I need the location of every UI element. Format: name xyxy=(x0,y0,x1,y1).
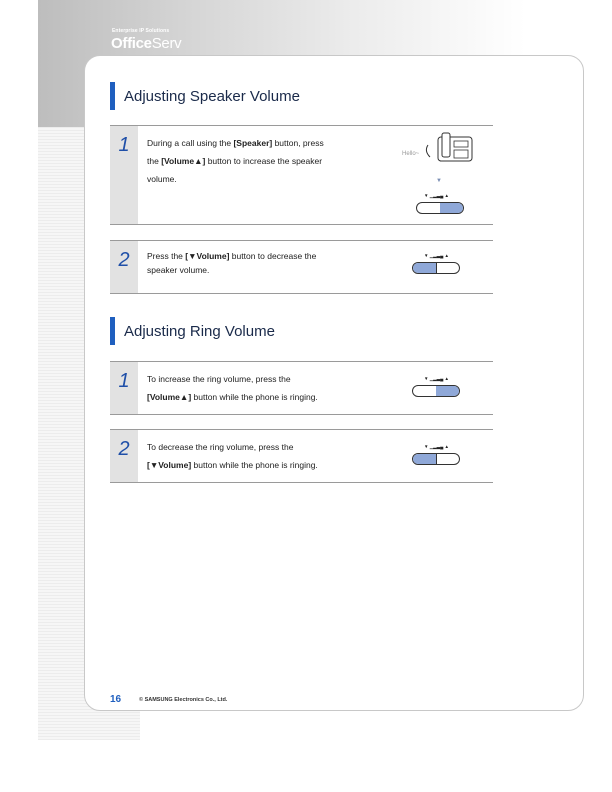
copyright: © SAMSUNG Electronics Co., Ltd. xyxy=(139,697,228,703)
volume-up-half xyxy=(436,454,459,464)
step-text: To increase the ring volume, press the [Volume▲] button while the phone is ringing. xyxy=(147,374,318,402)
step-number: 2 xyxy=(110,430,138,482)
volume-label: ▼ ▁▂▃▄ ▲ xyxy=(424,376,449,381)
phone-icon xyxy=(402,131,474,177)
page-number: 16 xyxy=(110,694,122,705)
step-number: 2 xyxy=(110,241,138,293)
volume-up-half xyxy=(436,386,459,396)
volume-button-down-pressed xyxy=(412,453,460,465)
brand-tagline: Enterprise IP Solutions xyxy=(112,28,170,34)
volume-label: ▼ ▁▂▃▄ ▲ xyxy=(424,193,449,198)
volume-up-half xyxy=(440,203,463,213)
section-heading: Adjusting Ring Volume xyxy=(124,322,275,340)
section-title-speaker-volume xyxy=(110,82,300,110)
section-heading: Adjusting Speaker Volume xyxy=(124,87,300,105)
volume-up-half xyxy=(436,263,459,273)
volume-button-down-pressed xyxy=(412,262,460,274)
section-accent-bar xyxy=(110,317,115,345)
volume-label: ▼ ▁▂▃▄ ▲ xyxy=(424,444,449,449)
volume-button-up-pressed xyxy=(416,202,464,214)
arrow-down-icon: ▼ xyxy=(436,178,442,184)
volume-down-half xyxy=(413,263,437,273)
step-text: During a call using the [Speaker] button, press the [Volume▲] button to increase the speaker volume. xyxy=(147,138,324,184)
volume-down-half xyxy=(417,203,441,213)
volume-label: ▼ ▁▂▃▄ ▲ xyxy=(424,253,449,258)
volume-down-half xyxy=(413,386,437,396)
volume-button-up-pressed xyxy=(412,385,460,397)
section-accent-bar xyxy=(110,82,115,110)
volume-down-half xyxy=(413,454,437,464)
step-number: 1 xyxy=(110,126,138,224)
step-text: Press the [▼Volume] button to decrease the speaker volume. xyxy=(147,251,317,275)
step-number: 1 xyxy=(110,362,138,414)
hello-text: Hello~ xyxy=(402,151,420,157)
step-text: To decrease the ring volume, press the [▼Volume] button while the phone is ringing. xyxy=(147,442,318,470)
brand-logo: OfficeServ xyxy=(111,35,182,52)
section-title-ring-volume xyxy=(110,317,275,345)
